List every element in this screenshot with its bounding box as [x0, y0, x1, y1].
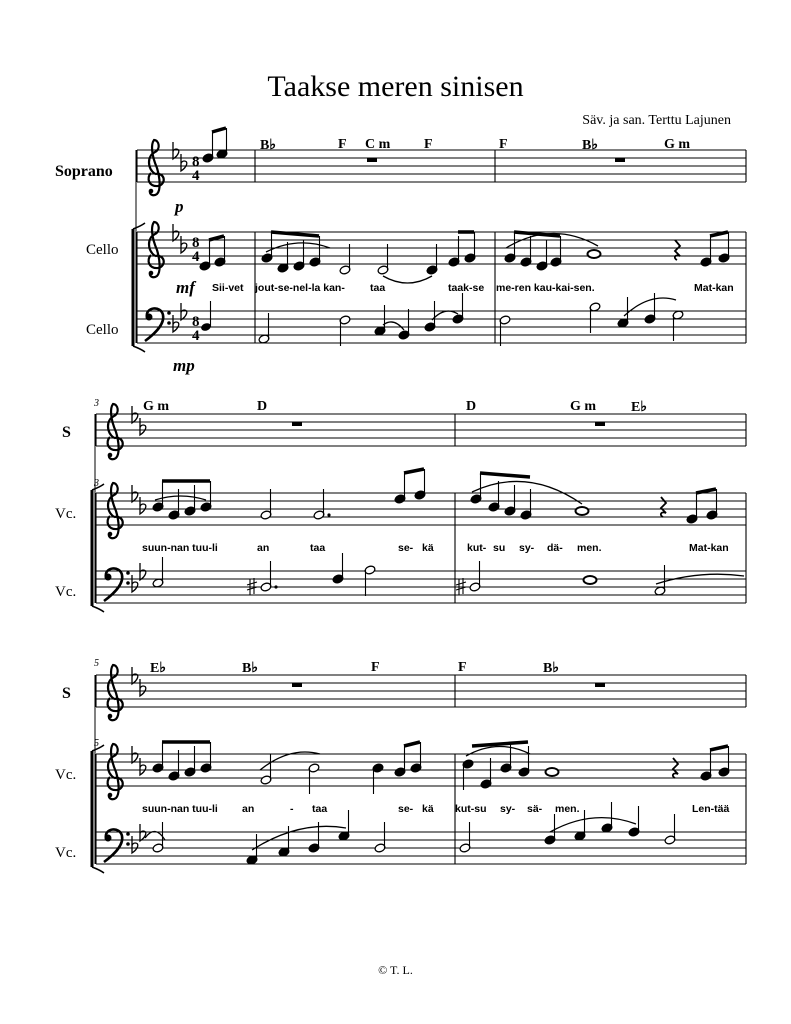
lyric-syllable: men.	[555, 803, 580, 815]
lyric-syllable: sy-	[500, 803, 516, 815]
chord-symbol: B♭	[260, 138, 276, 153]
dot	[274, 585, 277, 588]
lyric-syllable: se-	[398, 542, 414, 554]
bass-clef-icon	[104, 568, 130, 601]
dot	[327, 513, 330, 516]
key-signature-flat	[140, 418, 146, 435]
lyric-syllable: kä	[422, 542, 434, 554]
staff-bracket	[92, 867, 104, 873]
instrument-label-cello-short-1: Vc.	[55, 506, 77, 522]
beam	[271, 232, 319, 236]
lyric-syllable: su	[493, 542, 506, 554]
treble-clef-icon	[149, 222, 164, 277]
whole-note	[576, 507, 589, 515]
time-signature-bottom: 4	[192, 249, 200, 265]
lyric-syllable: sy-	[519, 542, 535, 554]
chord-symbol: F	[499, 137, 508, 152]
quarter-rest-icon	[661, 497, 666, 517]
lyric-syllable: Len-tää	[692, 803, 730, 815]
slur	[383, 322, 404, 330]
instrument-label-cello-1: Cello	[86, 242, 119, 258]
lyric-syllable: kut-	[467, 542, 487, 554]
composer-credit: Säv. ja san. Terttu Lajunen	[582, 113, 731, 128]
chord-symbol: D	[466, 399, 477, 414]
whole-rest-icon	[292, 683, 302, 687]
quarter-rest-icon	[673, 758, 678, 778]
slur	[383, 276, 432, 283]
slur	[252, 826, 346, 850]
beam	[710, 746, 728, 750]
score-title: Taakse meren sinisen	[267, 70, 524, 103]
lyric-syllable: taak-se	[448, 282, 485, 294]
measure-number-system-2-cello: 3	[94, 478, 99, 489]
dynamic-cello-1: mf	[176, 278, 195, 297]
measure-number-system-3-cello: 5	[94, 738, 99, 749]
chord-symbol: D	[257, 399, 268, 414]
copyright-footer: © T. L.	[378, 963, 413, 977]
instrument-label-cello-short-2: Vc.	[55, 584, 77, 600]
lyric-syllable: an	[242, 803, 255, 815]
chord-symbol: B♭	[543, 661, 559, 676]
key-signature-flat	[140, 679, 146, 696]
treble-clef-icon	[108, 404, 123, 459]
measure-number-system-2: 3	[94, 398, 99, 409]
time-signature-top: 8	[192, 314, 200, 330]
whole-rest-icon	[292, 422, 302, 426]
chord-symbol: F	[458, 660, 467, 675]
chord-symbol: B♭	[242, 661, 258, 676]
time-signature-top: 8	[192, 235, 200, 251]
chord-symbol: F	[424, 137, 433, 152]
chord-symbol: E♭	[150, 661, 166, 676]
key-signature-flat	[140, 497, 146, 514]
slur	[624, 298, 676, 316]
lyric-syllable: men.	[577, 542, 602, 554]
lyric-syllable: kut-su	[455, 803, 487, 815]
quarter-rest-icon	[675, 240, 680, 260]
instrument-label-cello-short-2: Vc.	[55, 845, 77, 861]
chord-symbol: F	[371, 660, 380, 675]
whole-rest-icon	[367, 158, 377, 162]
lyric-syllable: jout-se-nel-la kan-	[255, 282, 345, 294]
slur	[266, 243, 330, 252]
chord-symbol: E♭	[631, 400, 647, 415]
instrument-label-cello-short-1: Vc.	[55, 767, 77, 783]
lyric-syllable: Sii-vet	[212, 282, 244, 294]
lyric-syllable: Mat-kan	[694, 282, 734, 294]
time-signature-bottom: 4	[192, 328, 200, 344]
time-signature-bottom: 4	[192, 168, 200, 184]
dynamic-soprano: p	[175, 197, 184, 216]
lyric-syllable: -	[290, 803, 294, 815]
beam	[212, 128, 226, 132]
lyric-syllable: sä-	[527, 803, 543, 815]
lyric-syllable: taa	[310, 542, 326, 554]
key-signature-flat	[181, 154, 187, 171]
lyric-syllable: kä	[422, 803, 434, 815]
slur	[550, 818, 636, 832]
bass-clef-icon	[145, 308, 171, 341]
beam	[404, 469, 424, 473]
beam	[710, 232, 728, 236]
chord-symbol: G m	[664, 137, 691, 152]
lyric-syllable: taa	[312, 803, 328, 815]
whole-rest-icon	[595, 422, 605, 426]
lyric-syllable: an	[257, 542, 270, 554]
time-signature-top: 8	[192, 154, 200, 170]
lyric-syllable: suun-nan tuu-li	[142, 803, 218, 815]
beam	[472, 742, 528, 746]
whole-note	[546, 768, 559, 776]
lyric-syllable: se-	[398, 803, 414, 815]
key-signature-flat	[181, 236, 187, 253]
chord-symbol: B♭	[582, 138, 598, 153]
treble-clef-icon	[108, 665, 123, 720]
whole-rest-icon	[615, 158, 625, 162]
lyric-syllable: dä-	[547, 542, 563, 554]
lyric-syllable: suun-nan tuu-li	[142, 542, 218, 554]
beam	[480, 473, 530, 477]
lyric-syllable: Mat-kan	[689, 542, 729, 554]
whole-note	[584, 576, 597, 584]
key-signature-flat	[140, 758, 146, 775]
staff-bracket	[133, 223, 145, 229]
key-signature-flat	[173, 315, 179, 332]
staff-bracket	[92, 606, 104, 612]
whole-rest-icon	[595, 683, 605, 687]
dynamic-cello-2: mp	[173, 356, 195, 375]
treble-clef-icon	[108, 744, 123, 799]
beam	[404, 742, 420, 746]
key-signature-flat	[132, 836, 138, 853]
chord-symbol: G m	[570, 399, 597, 414]
bass-clef-icon	[104, 829, 130, 862]
slur	[466, 746, 530, 756]
instrument-label-cello-2: Cello	[86, 322, 119, 338]
whole-note	[588, 250, 601, 258]
chord-symbol: G m	[143, 399, 170, 414]
chord-symbol: F	[338, 137, 347, 152]
instrument-label-soprano: Soprano	[55, 163, 113, 180]
key-signature-flat	[132, 575, 138, 592]
beam	[209, 236, 224, 240]
beam	[696, 489, 716, 493]
chord-symbol: C m	[365, 137, 391, 152]
staff-bracket	[133, 346, 145, 352]
measure-number-system-3: 5	[94, 658, 99, 669]
treble-clef-icon	[108, 483, 123, 538]
treble-clef-icon	[149, 140, 164, 195]
instrument-label-soprano-short: S	[62, 685, 71, 702]
lyric-syllable: me-ren kau-kai-sen.	[496, 282, 595, 294]
lyric-syllable: taa	[370, 282, 386, 294]
instrument-label-soprano-short: S	[62, 424, 71, 441]
